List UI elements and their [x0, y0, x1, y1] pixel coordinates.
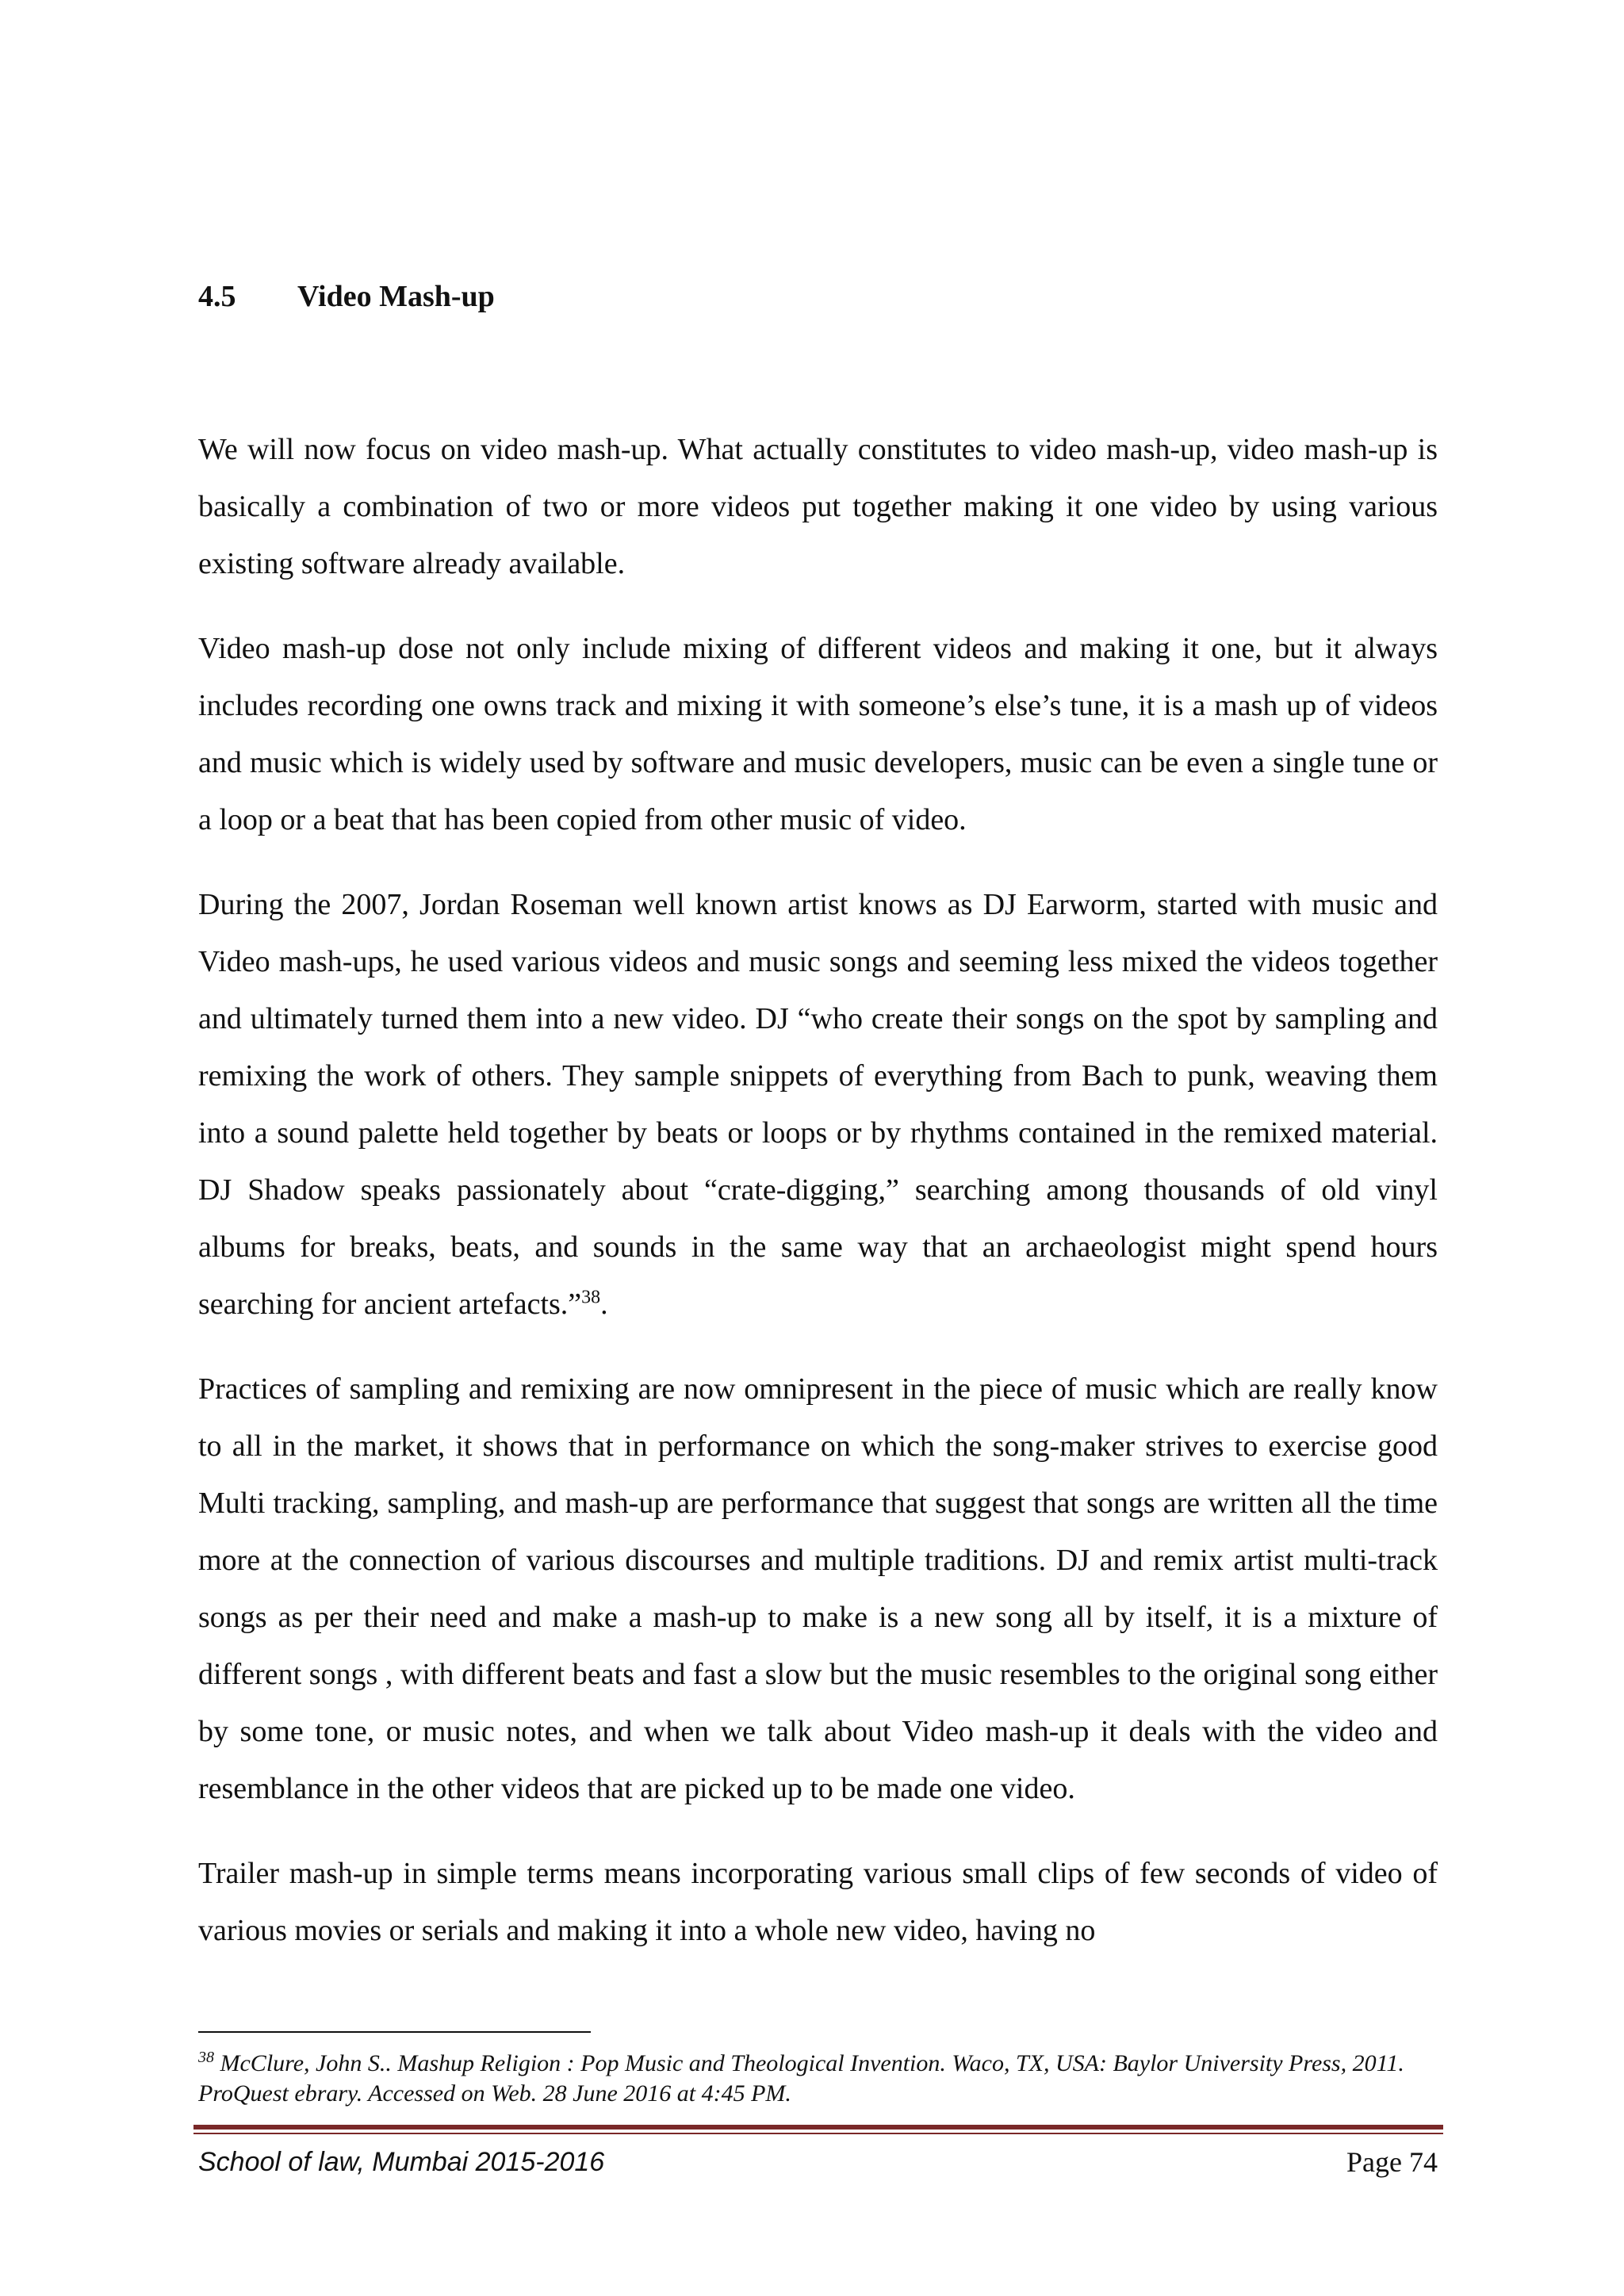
section-number: 4.5: [198, 280, 236, 313]
paragraph-5: Trailer mash-up in simple terms means incorporating various small clips of few seconds of video of various movies or serials and making it into a whole new video, having no: [198, 1857, 1438, 1947]
footnote-reference[interactable]: 38: [581, 1287, 601, 1308]
footnote-number: 38: [198, 2049, 214, 2066]
section-title: Video Mash-up: [297, 280, 495, 313]
footer-rule-thin: [193, 2133, 1443, 2134]
paragraph-2: Video mash-up dose not only include mixing of different videos and making it one, but it always includes recording one owns track and mixing it with someone’s else’s tune, it is a mash up of videos and music which is widely used by software and music developers, music can be even a single tune or a loop or a beat that has been copied from other music of video.: [198, 632, 1438, 836]
paragraph-4: Practices of sampling and remixing are now omnipresent in the piece of music which are really know to all in the market, it shows that in performance on which the song-maker strives to exercise good Multi tracking, sampling, and mash-up are performance that suggest that songs are written all the time more at the connection of various discourses and multiple traditions. DJ and remix artist multi-track songs as per their need and make a mash-up to make is a new song all by itself, it is a mixture of different songs , with different beats and fast a slow but the music resembles to the original song either by some tone, or music notes, and when we talk about Video mash-up it deals with the video and resemblance in the other videos that are picked up to be made one video.: [198, 1372, 1438, 1805]
page-number: Page 74: [1346, 2146, 1438, 2178]
section-heading: [198, 279, 495, 316]
footer-rule-thick: [193, 2125, 1443, 2130]
footer-institution: School of law, Mumbai 2015-2016: [198, 2147, 605, 2177]
page-footer: [198, 2142, 1438, 2182]
footnote: [198, 2049, 1438, 2109]
paragraph-1: We will now focus on video mash-up. What actually constitutes to video mash-up, video mash-up is basically a combination of two or more videos put together making it one video by using various existing software already available.: [198, 433, 1438, 580]
footnote-divider: [198, 2031, 591, 2033]
body-text: [198, 421, 1438, 1959]
footnote-text: McClure, John S.. Mashup Religion : Pop Music and Theological Invention. Waco, TX, USA: Baylor University Press, 2011. ProQuest ebrary. Accessed on Web. 28 June 2016 at 4:45 PM.: [198, 2050, 1404, 2107]
paragraph-3: [198, 876, 1438, 1333]
footnote-reference-suffix: .: [600, 1288, 608, 1321]
paragraph-3-text: During the 2007, Jordan Roseman well known artist knows as DJ Earworm, started with music and Video mash-ups, he used various videos and music songs and seeming less mixed the videos together and ultimately turned them into a new video. DJ “who create their songs on the spot by sampling and remixing the work of others. They sample snippets of everything from Bach to punk, weaving them into a sound palette held together by beats or loops or by rhythms contained in the remixed material. DJ Shadow speaks passionately about “crate-digging,” searching among thousands of old vinyl albums for breaks, beats, and sounds in the same way that an archaeologist might spend hours searching for ancient artefacts.”: [198, 888, 1438, 1321]
